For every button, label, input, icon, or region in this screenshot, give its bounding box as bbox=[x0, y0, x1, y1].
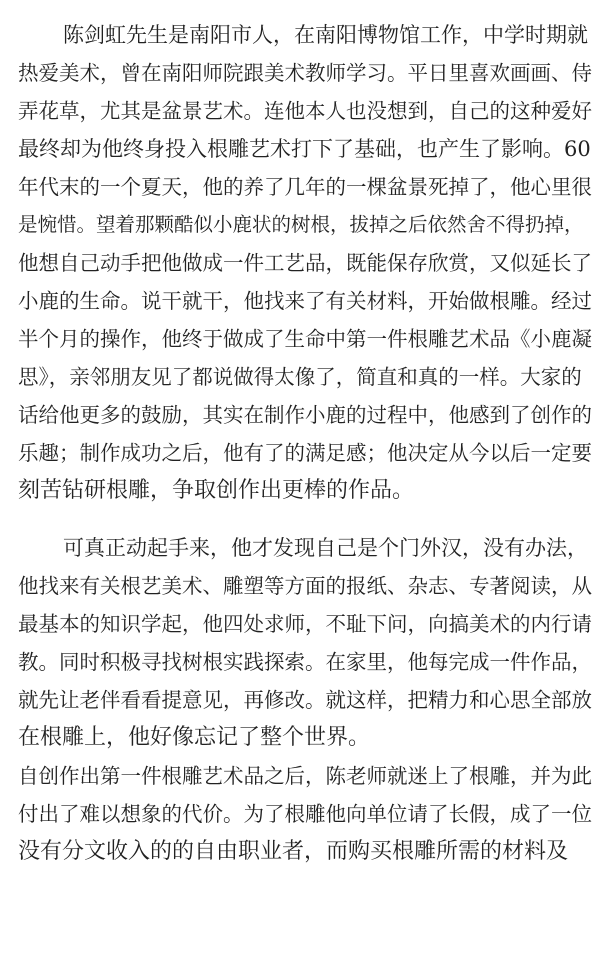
text-line: 陈剑虹先生是南阳市人，在南阳博物馆工作，中学时期就 bbox=[63, 23, 588, 47]
text-line: 弄花草，尤其是盆景艺术。连他本人也没想到，自己的这种爱好 bbox=[18, 99, 592, 123]
text-line: 年代末的一个夏天，他的养了几年的一棵盆景死掉了，他心里很 bbox=[18, 175, 592, 199]
text-line: 可真正动起手来，他才发现自己是个门外汉，没有办法， bbox=[63, 536, 588, 560]
text-line: 半个月的操作，他终于做成了生命中第一件根雕艺术品《小鹿凝 bbox=[18, 327, 592, 351]
text-line: 就先让老伴看看提意见，再修改。就这样，把精力和心思全部放 bbox=[18, 688, 592, 712]
text-line: 付出了难以想象的代价。为了根雕他向单位请了长假，成了一位 bbox=[18, 802, 592, 826]
text-line: 最基本的知识学起，他四处求师，不耻下问，向搞美术的内行请 bbox=[18, 612, 592, 636]
text-line: 刻苦钻研根雕，争取创作出更棒的作品。 bbox=[18, 478, 415, 503]
text-line: 思》，亲邻朋友见了都说做得太像了，简直和真的一样。大家的 bbox=[18, 365, 582, 389]
text-line: 是惋惜。望着那颗酷似小鹿状的树根，拔掉之后依然舍不得扔掉， bbox=[18, 213, 584, 236]
text-line: 他找来有关根艺美术、雕塑等方面的报纸、杂志、专著阅读，从 bbox=[18, 574, 592, 598]
text-line: 小鹿的生命。说干就干，他找来了有关材料，开始做根雕。经过 bbox=[18, 289, 592, 313]
text-line: 他想自己动手把他做成一件工艺品，既能保存欣赏，又似延长了 bbox=[18, 251, 592, 275]
text-line: 没有分文收入的的自由职业者，而购买根雕所需的材料及 bbox=[18, 839, 569, 864]
text-line: 在根雕上，他好像忘记了整个世界。 bbox=[18, 725, 371, 750]
text-line: 热爱美术，曾在南阳师院跟美术教师学习。平日里喜欢画画、侍 bbox=[18, 61, 592, 85]
text-line: 教。同时积极寻找树根实践探索。在家里，他每完成一件作品， bbox=[18, 650, 592, 674]
text-line: 自创作出第一件根雕艺术品之后，陈老师就迷上了根雕，并为此 bbox=[18, 764, 592, 788]
text-line: 最终却为他终身投入根雕艺术打下了基础，也产生了影响。60 bbox=[18, 137, 591, 161]
text-line: 话给他更多的鼓励，其实在制作小鹿的过程中，他感到了创作的 bbox=[18, 403, 592, 427]
text-line: 乐趣；制作成功之后，他有了的满足感；他决定从今以后一定要 bbox=[18, 441, 592, 465]
